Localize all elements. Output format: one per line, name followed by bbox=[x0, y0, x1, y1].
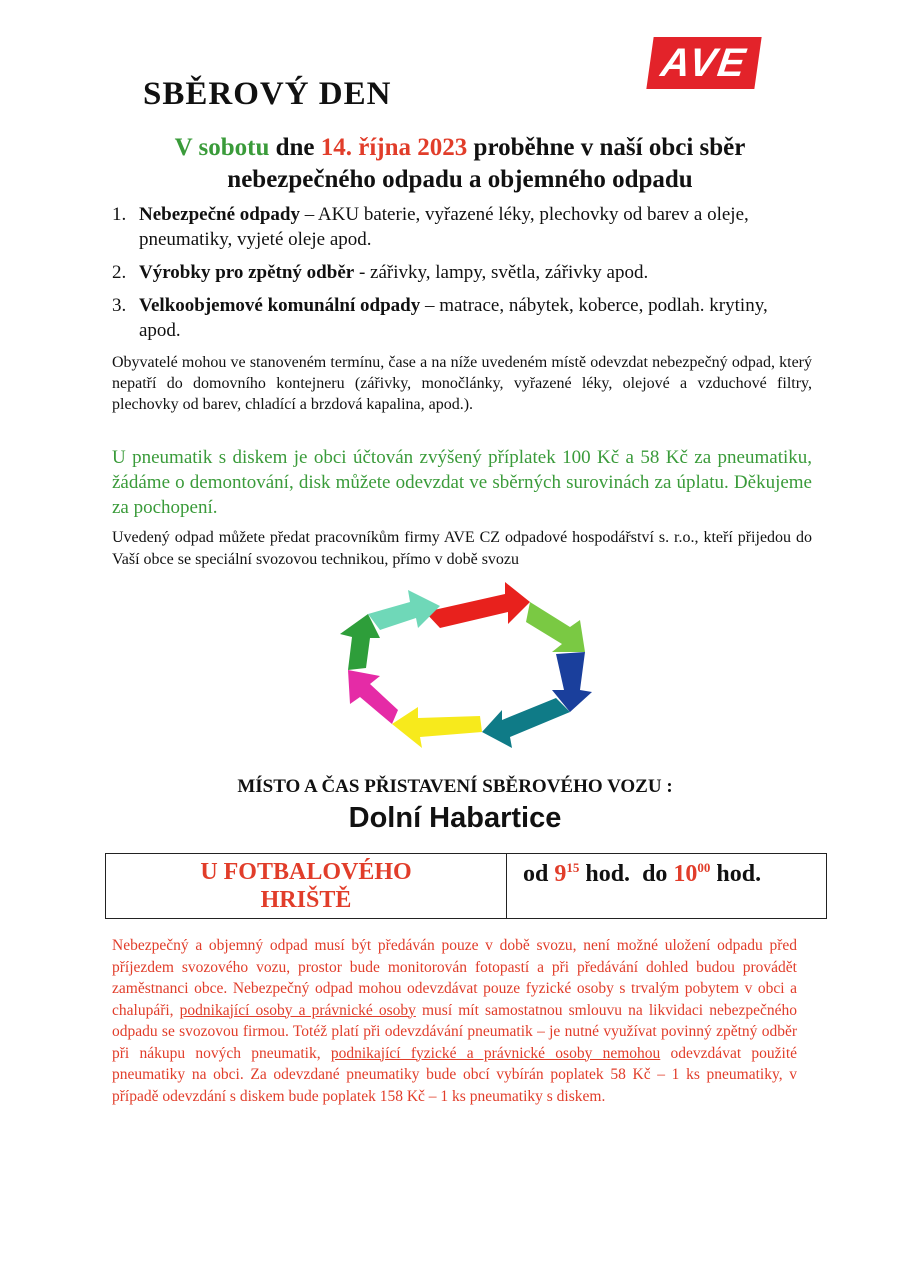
rules-text-a: Nebezpečný a objemný odpad musí být předáván pouze v době svozu, není možné uložení odpadu před příjezdem svozového vozu, prostor bude monitorován fotopastí a při předávání dohled budou provádět zaměstnanci obce. Nebezpečný odpad mohou odevzdávat pouze fyzické osoby s trvalým pobytem v obci a chalupáři, bbox=[112, 937, 797, 1019]
list-item-text: – AKU baterie, vyřazené léky, plechovky od barev a oleje, pneumatiky, vyjeté oleje apod. bbox=[139, 204, 749, 250]
rules-paragraph bbox=[112, 935, 797, 1107]
ave-logo bbox=[646, 37, 761, 89]
time-hod-1: hod. bbox=[585, 861, 631, 887]
list-item-text: – matrace, nábytek, koberce, podlah. krytiny, apod. bbox=[139, 295, 768, 341]
schedule-box bbox=[105, 853, 827, 919]
village-name: Dolní Habartice bbox=[348, 802, 562, 834]
list-item bbox=[112, 293, 812, 343]
headline-dne: dne bbox=[269, 134, 321, 161]
arrow-magenta bbox=[348, 670, 398, 724]
list-item bbox=[112, 260, 812, 285]
arrow-teal bbox=[482, 698, 570, 748]
time-do: do bbox=[642, 861, 668, 887]
list-item-title: Výrobky pro zpětný odběr bbox=[139, 262, 355, 283]
list-item bbox=[112, 202, 812, 252]
arrow-red bbox=[425, 582, 530, 628]
rules-underline-1: podnikající osoby a právnické osoby bbox=[179, 1001, 416, 1019]
tire-notice: U pneumatik s diskem je obci účtován zvýšený příplatek 100 Kč a 58 Kč za pneumatiku, žádáme o demontování, disk můžete odevzdat ve sběrných surovinách za úplatu. Děkujeme za pochopení. bbox=[112, 447, 812, 518]
headline-rest: proběhne v naší obci sběr nebezpečného odpadu a objemného odpadu bbox=[227, 134, 746, 193]
headline bbox=[110, 132, 810, 196]
time-cell bbox=[507, 854, 826, 918]
time-to-minutes: 00 bbox=[697, 860, 711, 875]
location-line1: U FOTBALOVÉHO bbox=[200, 859, 412, 885]
time-from-minutes: 15 bbox=[566, 860, 580, 875]
list-item-text: - zářivky, lampy, světla, zářivky apod. bbox=[354, 262, 649, 283]
location-cell bbox=[106, 854, 507, 918]
recycle-arrows-graphic bbox=[330, 572, 600, 750]
arrow-lightgreen bbox=[526, 602, 585, 652]
info-paragraph: Obyvatelé mohou ve stanoveném termínu, čase a na níže uvedeném místě odevzdat nebezpečný odpad, který nepatří do domovního kontejneru (zářivky, monočlánky, vyřazené léky, olejové a vzduchové filtry, plechovky od barev, chladící a brzdová kapalina, apod.). bbox=[112, 354, 812, 413]
list-item-title: Velkoobjemové komunální odpady bbox=[139, 295, 421, 316]
location-line2: HRIŠTĚ bbox=[260, 887, 352, 913]
list-number: 3. bbox=[112, 295, 127, 316]
rules-text-b: musí mít samostatnou smlouvu na likvidaci nebezpečného odpadu se svozovou firmou. Totéž platí při odevzdávání pneumatik – je nutné využívat povinný zpětný odběr při nákupu nových pneumatik, bbox=[112, 1001, 797, 1062]
time-hod-2: hod. bbox=[716, 861, 762, 887]
page-title: SBĚROVÝ DEN bbox=[143, 76, 392, 112]
rules-text-c: odevzdávat použité pneumatiky na obci. Za odevzdané pneumatiky bude obcí vybírán poplatek 58 Kč – 1 ks pneumatiky, v případě odevzdání s diskem bude poplatek 158 Kč – 1 ks pneumatiky s diskem. bbox=[112, 1044, 798, 1105]
list-number: 1. bbox=[112, 204, 127, 225]
location-heading: MÍSTO A ČAS PŘISTAVENÍ SBĚROVÉHO VOZU : bbox=[237, 776, 673, 797]
cycle-arrows bbox=[340, 582, 592, 748]
rules-underline-2: podnikající fyzické a právnické osoby nemohou bbox=[330, 1044, 661, 1062]
headline-day: V sobotu bbox=[174, 134, 270, 161]
arrow-yellow bbox=[392, 707, 482, 748]
arrow-darkgreen bbox=[340, 614, 380, 670]
arrow-cyan bbox=[368, 590, 440, 630]
headline-date: 14. října 2023 bbox=[320, 134, 468, 161]
time-od: od bbox=[523, 861, 549, 887]
time-from-hour: 9 bbox=[554, 861, 567, 887]
collector-paragraph: Uvedený odpad můžete předat pracovníkům firmy AVE CZ odpadové hospodářství s. r.o., kteří přijedou do Vaší obce se speciální svozovou technikou, přímo v době svozu bbox=[112, 529, 812, 568]
logo-text: AVE bbox=[658, 41, 750, 85]
list-item-title: Nebezpečné odpady bbox=[139, 204, 300, 225]
time-to-hour: 10 bbox=[673, 861, 698, 887]
waste-list bbox=[112, 202, 812, 351]
list-number: 2. bbox=[112, 262, 127, 283]
